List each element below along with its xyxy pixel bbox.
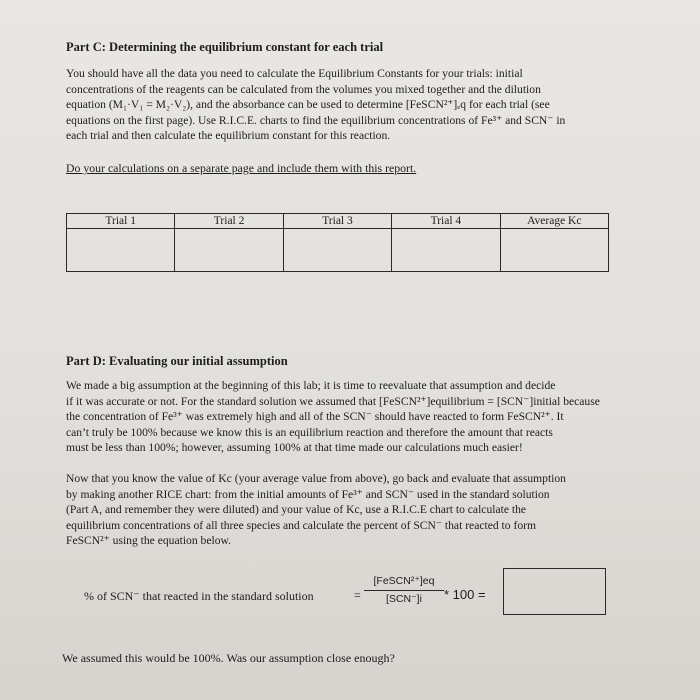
part-d-heading: Part D: Evaluating our initial assumption <box>66 354 288 368</box>
part-c-paragraph <box>66 66 594 144</box>
part-d-line: (Part A, and remember they were diluted) and your value of Kc, use a R.I.C.E chart to calculate the <box>66 503 527 516</box>
header-trial-2: Trial 2 <box>175 214 283 229</box>
part-c-line: equation (M₁·V₁ = M₂·V₂), and the absorbance can be used to determine [FeSCN²⁺]ₑq for each trial (see <box>66 98 550 111</box>
part-d-paragraph-2 <box>66 471 600 549</box>
average-kc-value-cell[interactable] <box>500 229 608 272</box>
part-c-instruction: Do your calculations on a separate page and include them with this report. <box>66 161 417 175</box>
percent-answer-box[interactable] <box>503 568 606 615</box>
part-c-line: You should have all the data you need to calculate the Equilibrium Constants for your trials: initial <box>66 67 523 80</box>
part-c-heading: Part C: Determining the equilibrium constant for each trial <box>66 40 384 54</box>
part-d-line: the concentration of Fe³⁺ was extremely high and all of the SCN⁻ should have reacted to form FeSCN²⁺. It <box>66 410 564 423</box>
fraction-bar <box>364 590 444 591</box>
fraction-denominator: [SCN⁻]i <box>386 593 422 605</box>
trial-2-value-cell[interactable] <box>175 229 283 272</box>
trial-1-value-cell[interactable] <box>67 229 175 272</box>
header-average-kc: Average Kc <box>500 214 608 229</box>
trial-4-value-cell[interactable] <box>392 229 500 272</box>
part-c-line: concentrations of the reagents can be calculated from the volumes you mixed together and the dilution <box>66 82 541 96</box>
part-d-line: must be less than 100%; however, assuming 100% at that time made our calculations much easier! <box>66 441 523 454</box>
part-d-line: if it was accurate or not. For the standard solution we assumed that [FeSCN²⁺]equilibrium = [SCN⁻]initial because <box>66 394 600 408</box>
header-trial-3: Trial 3 <box>283 214 391 229</box>
part-d-line: We made a big assumption at the beginning of this lab; it is time to reevaluate that assumption and decide <box>66 379 556 392</box>
trial-3-value-cell[interactable] <box>283 229 391 272</box>
equation-multiplier: * 100 = <box>444 587 486 602</box>
header-trial-4: Trial 4 <box>392 214 500 229</box>
trials-header-row <box>67 214 609 229</box>
equation-fraction <box>364 575 444 605</box>
part-c-line: equations on the first page). Use R.I.C.E. charts to find the equilibrium concentrations of Fe³⁺ and SCN⁻ in <box>66 113 566 127</box>
header-trial-1: Trial 1 <box>67 214 175 229</box>
fraction-numerator: [FeSCN²⁺]eq <box>373 575 435 587</box>
part-d-line: FeSCN²⁺ using the equation below. <box>66 534 232 547</box>
part-d-paragraph-1 <box>66 378 600 456</box>
part-c-line: each trial and then calculate the equilibrium constant for this reaction. <box>66 129 391 142</box>
part-d-line: Now that you know the value of Kc (your average value from above), go back and evaluate that assumption <box>66 472 566 485</box>
equation-label: % of SCN⁻ that reacted in the standard solution <box>84 589 314 603</box>
trials-table <box>66 213 609 272</box>
part-d-line: can’t truly be 100% because we know this is an equilibrium reaction and therefore the amount that reacts <box>66 425 553 439</box>
equation-equals: = <box>354 588 361 602</box>
trials-value-row <box>67 229 609 272</box>
part-d-line: by making another RICE chart: from the initial amounts of Fe³⁺ and SCN⁻ used in the standard solution <box>66 487 550 501</box>
closing-question: We assumed this would be 100%. Was our assumption close enough? <box>62 651 395 665</box>
part-d-line: equilibrium concentrations of all three species and calculate the percent of SCN⁻ that reacted to form <box>66 518 537 532</box>
